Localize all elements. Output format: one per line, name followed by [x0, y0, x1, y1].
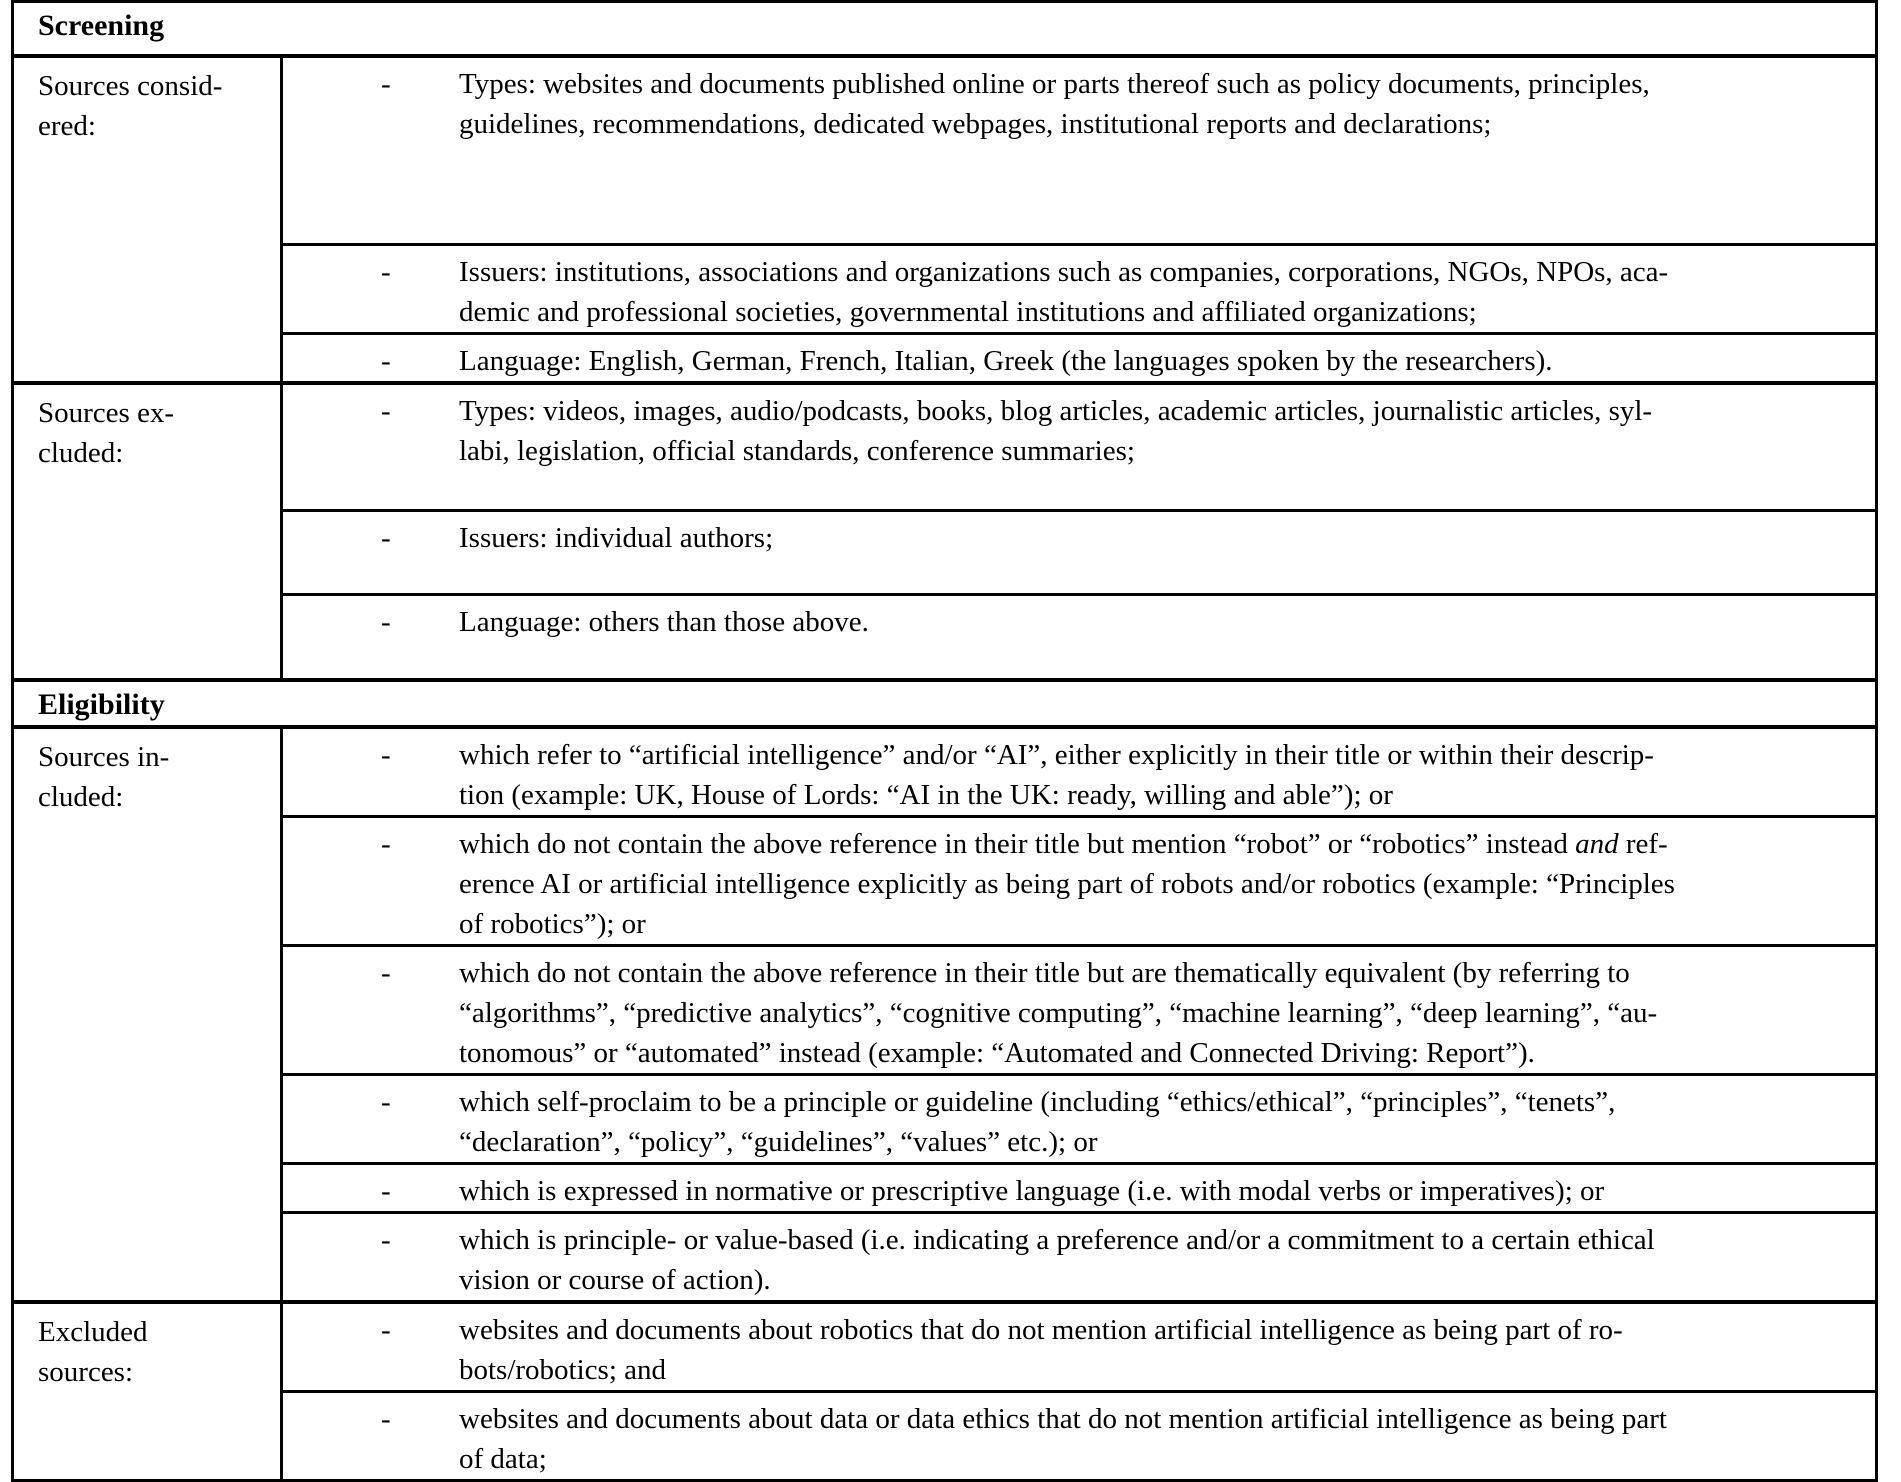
criterion-item [283, 1076, 1875, 1162]
criterion-item [283, 1165, 1875, 1211]
label-sources-excluded: Sources ex- cluded: [13, 383, 282, 680]
cell-excluded-language [282, 595, 1877, 681]
criterion-text: which do not contain the above reference in their title but are thematically equivalent (by referring to “algorithms”, “predictive analytics”, “cognitive computing”, “machine learning”, “deep learning”, “au- tonomous” or “automated” instead (example: “Automated and Connected Driving: Report”). [459, 957, 1658, 1069]
dash-bullet-icon: - [381, 1403, 391, 1435]
cell-included-4 [282, 1075, 1877, 1164]
criterion-text: Types: websites and documents published online or parts thereof such as policy documents, principles, guidelines, recommendations, dedicated webpages, institutional reports and declarations; [459, 68, 1650, 140]
dash-bullet-icon: - [381, 1086, 391, 1118]
cell-included-6 [282, 1213, 1877, 1303]
criterion-item [283, 1214, 1875, 1300]
cell-included-2 [282, 817, 1877, 946]
dash-bullet-icon: - [381, 1175, 391, 1207]
cell-considered-types [282, 56, 1877, 245]
criterion-text: Issuers: individual authors; [459, 522, 774, 554]
dash-bullet-icon: - [381, 522, 391, 554]
cell-included-1 [282, 727, 1877, 817]
criterion-item [283, 818, 1875, 944]
criterion-text: Language: others than those above. [459, 606, 869, 638]
label-sources-considered: Sources consid- ered: [13, 56, 282, 383]
dash-bullet-icon: - [381, 606, 391, 638]
cell-considered-issuers [282, 245, 1877, 334]
dash-bullet-icon: - [381, 345, 391, 377]
cell-excluded-sources-1 [282, 1302, 1877, 1392]
criterion-item [283, 246, 1875, 332]
criterion-text: websites and documents about robotics that do not mention artificial intelligence as being part of ro- bots/robotics; and [459, 1314, 1623, 1386]
label-sources-included: Sources in- cluded: [13, 727, 282, 1302]
label-excluded-sources: Excluded sources: [13, 1302, 282, 1481]
dash-bullet-icon: - [381, 957, 391, 989]
criterion-item [283, 1393, 1875, 1479]
dash-bullet-icon: - [381, 68, 391, 100]
dash-bullet-icon: - [381, 739, 391, 771]
cell-included-5 [282, 1164, 1877, 1213]
dash-bullet-icon: - [381, 828, 391, 860]
cell-excluded-types [282, 383, 1877, 511]
criterion-text: Types: videos, images, audio/podcasts, books, blog articles, academic articles, journalistic articles, syl- labi, legislation, official standards, conference summaries; [459, 395, 1653, 467]
criterion-item [283, 335, 1875, 381]
screening-section-header: Screening [38, 9, 165, 42]
criterion-item [283, 512, 1875, 558]
criterion-text: which refer to “artificial intelligence” and/or “AI”, either explicitly in their title or within their descrip- tion (example: UK, House of Lords: “AI in the UK: ready, willing and able”); or [459, 739, 1654, 811]
criterion-text: websites and documents about data or data ethics that do not mention artificial intelligence as being part of data; [459, 1403, 1667, 1475]
cell-excluded-sources-2 [282, 1392, 1877, 1481]
criterion-item [283, 729, 1875, 815]
criterion-text: Language: English, German, French, Italian, Greek (the languages spoken by the researchers). [459, 345, 1553, 377]
screening-eligibility-table [11, 0, 1878, 1482]
dash-bullet-icon: - [381, 395, 391, 427]
cell-excluded-issuers [282, 511, 1877, 595]
eligibility-section-header: Eligibility [13, 680, 1877, 727]
criterion-text: which is principle- or value-based (i.e. indicating a preference and/or a commitment to a certain ethical vision or course of action). [459, 1224, 1655, 1296]
criterion-item [283, 947, 1875, 1073]
criterion-text: which self-proclaim to be a principle or guideline (including “ethics/ethical”, “principles”, “tenets”, “declaration”, “policy”, “guidelines”, “values” etc.); or [459, 1086, 1616, 1158]
dash-bullet-icon: - [381, 1224, 391, 1256]
criterion-item [283, 58, 1875, 144]
criterion-text: Issuers: institutions, associations and organizations such as companies, corporations, NGOs, NPOs, aca- demic and professional societies, governmental institutions and affiliated organizations; [459, 256, 1669, 328]
cell-considered-language [282, 334, 1877, 384]
criterion-item [283, 1304, 1875, 1390]
criterion-text: which is expressed in normative or prescriptive language (i.e. with modal verbs or imperatives); or [459, 1175, 1605, 1207]
dash-bullet-icon: - [381, 256, 391, 288]
criterion-item [283, 385, 1875, 471]
criterion-item [283, 596, 1875, 642]
criterion-text: which do not contain the above reference in their title but mention “robot” or “robotics” instead and ref- erence AI or artificial intelligence explicitly as being part of robots and/or robotics (example: “Principles of robotics”); or [459, 828, 1675, 940]
dash-bullet-icon: - [381, 1314, 391, 1346]
cell-included-3 [282, 946, 1877, 1075]
